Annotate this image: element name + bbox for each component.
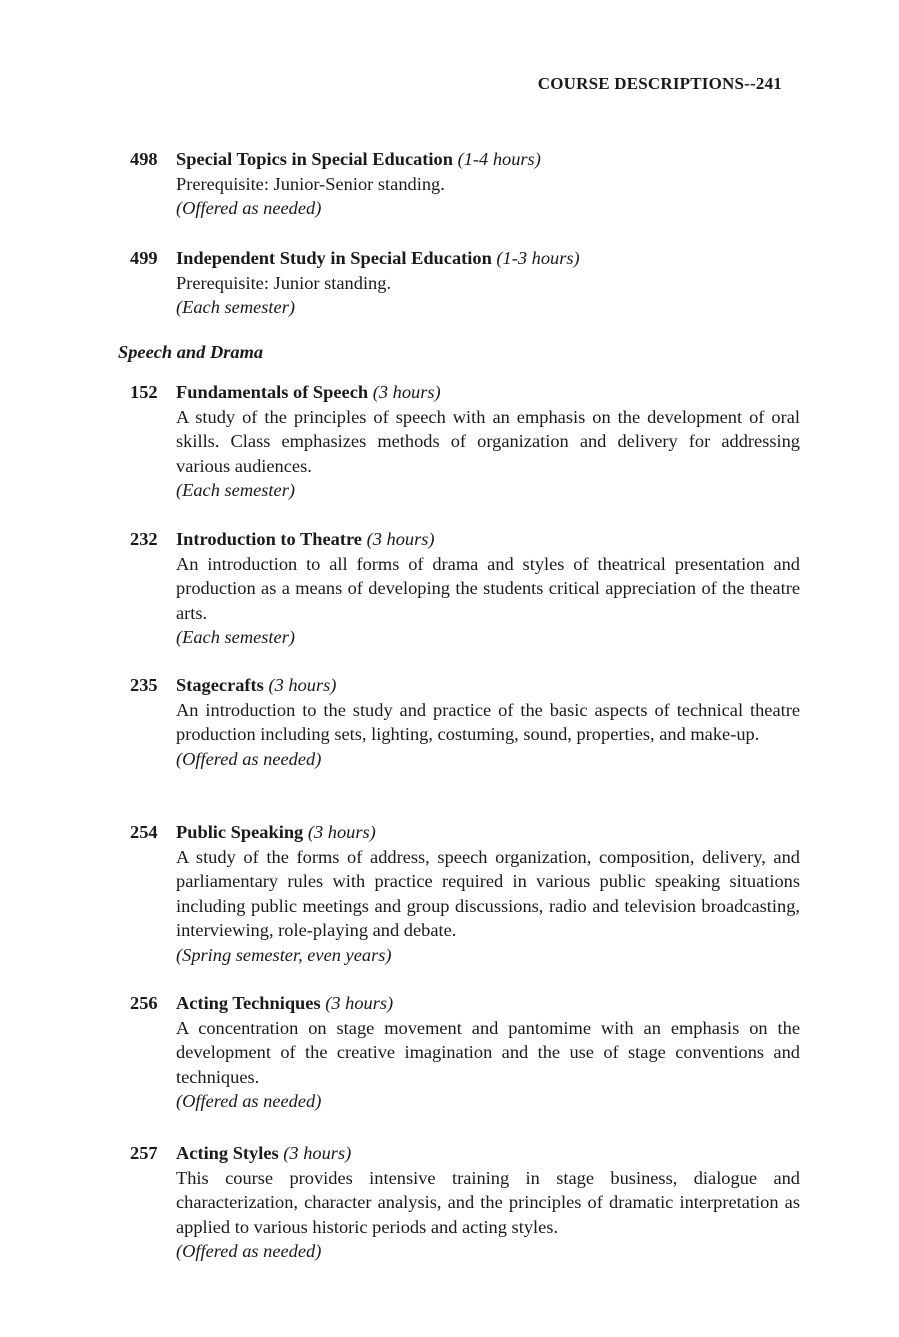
course-body	[176, 820, 800, 968]
course-entry-254	[130, 820, 800, 968]
course-entry-256	[130, 991, 800, 1114]
course-hours: (3 hours)	[372, 382, 441, 402]
course-description: This course provides intensive training in stage business, dialogue and characterization, character analysis, and the principles of dramatic interpretation as applied to various historic periods and acting styles.	[176, 1167, 800, 1237]
course-body	[176, 246, 800, 320]
course-title: Public Speaking	[176, 822, 304, 842]
course-title: Independent Study in Special Education	[176, 248, 492, 268]
course-title-line	[176, 1141, 800, 1166]
course-number: 257	[130, 1143, 158, 1163]
course-entry	[130, 820, 800, 968]
course-hours: (3 hours)	[268, 675, 337, 695]
course-title: Acting Styles	[176, 1143, 279, 1163]
course-hours: (3 hours)	[325, 993, 394, 1013]
course-number: 256	[130, 993, 158, 1013]
course-hours: (3 hours)	[366, 529, 435, 549]
running-head: COURSE DESCRIPTIONS--241	[537, 74, 782, 93]
course-entry	[130, 1141, 800, 1264]
course-description: Prerequisite: Junior-Senior standing.	[176, 173, 445, 194]
course-description: A study of the forms of address, speech organization, composition, delivery, and parliamentary rules with practice required in various public speaking situations including public meetings and group discussions, radio and television broadcasting, interviewing, role-playing and debate.	[176, 846, 800, 941]
course-entry	[130, 246, 800, 320]
course-number: 499	[130, 248, 158, 268]
course-number: 498	[130, 149, 158, 169]
course-description: A study of the principles of speech with an emphasis on the development of oral skills. Class emphasizes methods of organization and delivery for addressing various audiences.	[176, 406, 800, 476]
course-description: An introduction to all forms of drama and styles of theatrical presentation and production as a means of developing the students critical appreciation of the theatre arts.	[176, 553, 800, 623]
course-description: A concentration on stage movement and pantomime with an emphasis on the development of the creative imagination and the use of stage conventions and techniques.	[176, 1017, 800, 1087]
course-entry	[130, 673, 800, 771]
course-entry-152	[130, 380, 800, 503]
course-entry	[130, 991, 800, 1114]
course-offered: (Offered as needed)	[176, 1241, 322, 1262]
course-hours: (1-4 hours)	[457, 149, 541, 169]
course-entry	[130, 147, 800, 221]
course-description: An introduction to the study and practice of the basic aspects of technical theatre production including sets, lighting, costuming, sound, properties, and make-up.	[176, 699, 800, 745]
course-entry-232	[130, 527, 800, 650]
course-body	[176, 147, 800, 221]
course-body	[176, 380, 800, 503]
course-entry-499	[130, 246, 800, 320]
course-offered: (Offered as needed)	[176, 1091, 322, 1112]
course-offered: (Spring semester, even years)	[176, 944, 392, 965]
course-title-line	[176, 991, 800, 1016]
course-offered: (Each semester)	[176, 627, 295, 648]
course-title: Special Topics in Special Education	[176, 149, 453, 169]
course-entry-257	[130, 1141, 800, 1264]
course-hours: (3 hours)	[307, 822, 376, 842]
course-description: Prerequisite: Junior standing.	[176, 272, 392, 293]
course-entry-498	[130, 147, 800, 221]
course-offered: (Offered as needed)	[176, 748, 322, 769]
course-title-line	[176, 147, 800, 172]
course-number: 254	[130, 822, 158, 842]
course-hours: (1-3 hours)	[496, 248, 580, 268]
course-body	[176, 673, 800, 771]
section-heading: Speech and Drama	[118, 342, 264, 362]
course-title: Fundamentals of Speech	[176, 382, 369, 402]
course-number: 232	[130, 529, 158, 549]
course-number: 152	[130, 382, 158, 402]
course-title-line	[176, 380, 800, 405]
course-entry	[130, 380, 800, 503]
course-title-line	[176, 246, 800, 271]
course-body	[176, 527, 800, 650]
course-offered: (Offered as needed)	[176, 198, 322, 219]
course-body	[176, 991, 800, 1114]
course-number: 235	[130, 675, 158, 695]
course-offered: (Each semester)	[176, 297, 295, 318]
course-title-line	[176, 527, 800, 552]
course-hours: (3 hours)	[283, 1143, 352, 1163]
course-title: Stagecrafts	[176, 675, 264, 695]
course-body	[176, 1141, 800, 1264]
course-title-line	[176, 673, 800, 698]
course-entry-235	[130, 673, 800, 771]
course-title: Acting Techniques	[176, 993, 321, 1013]
course-title-line	[176, 820, 800, 845]
course-entry	[130, 527, 800, 650]
course-offered: (Each semester)	[176, 480, 295, 501]
course-title: Introduction to Theatre	[176, 529, 362, 549]
